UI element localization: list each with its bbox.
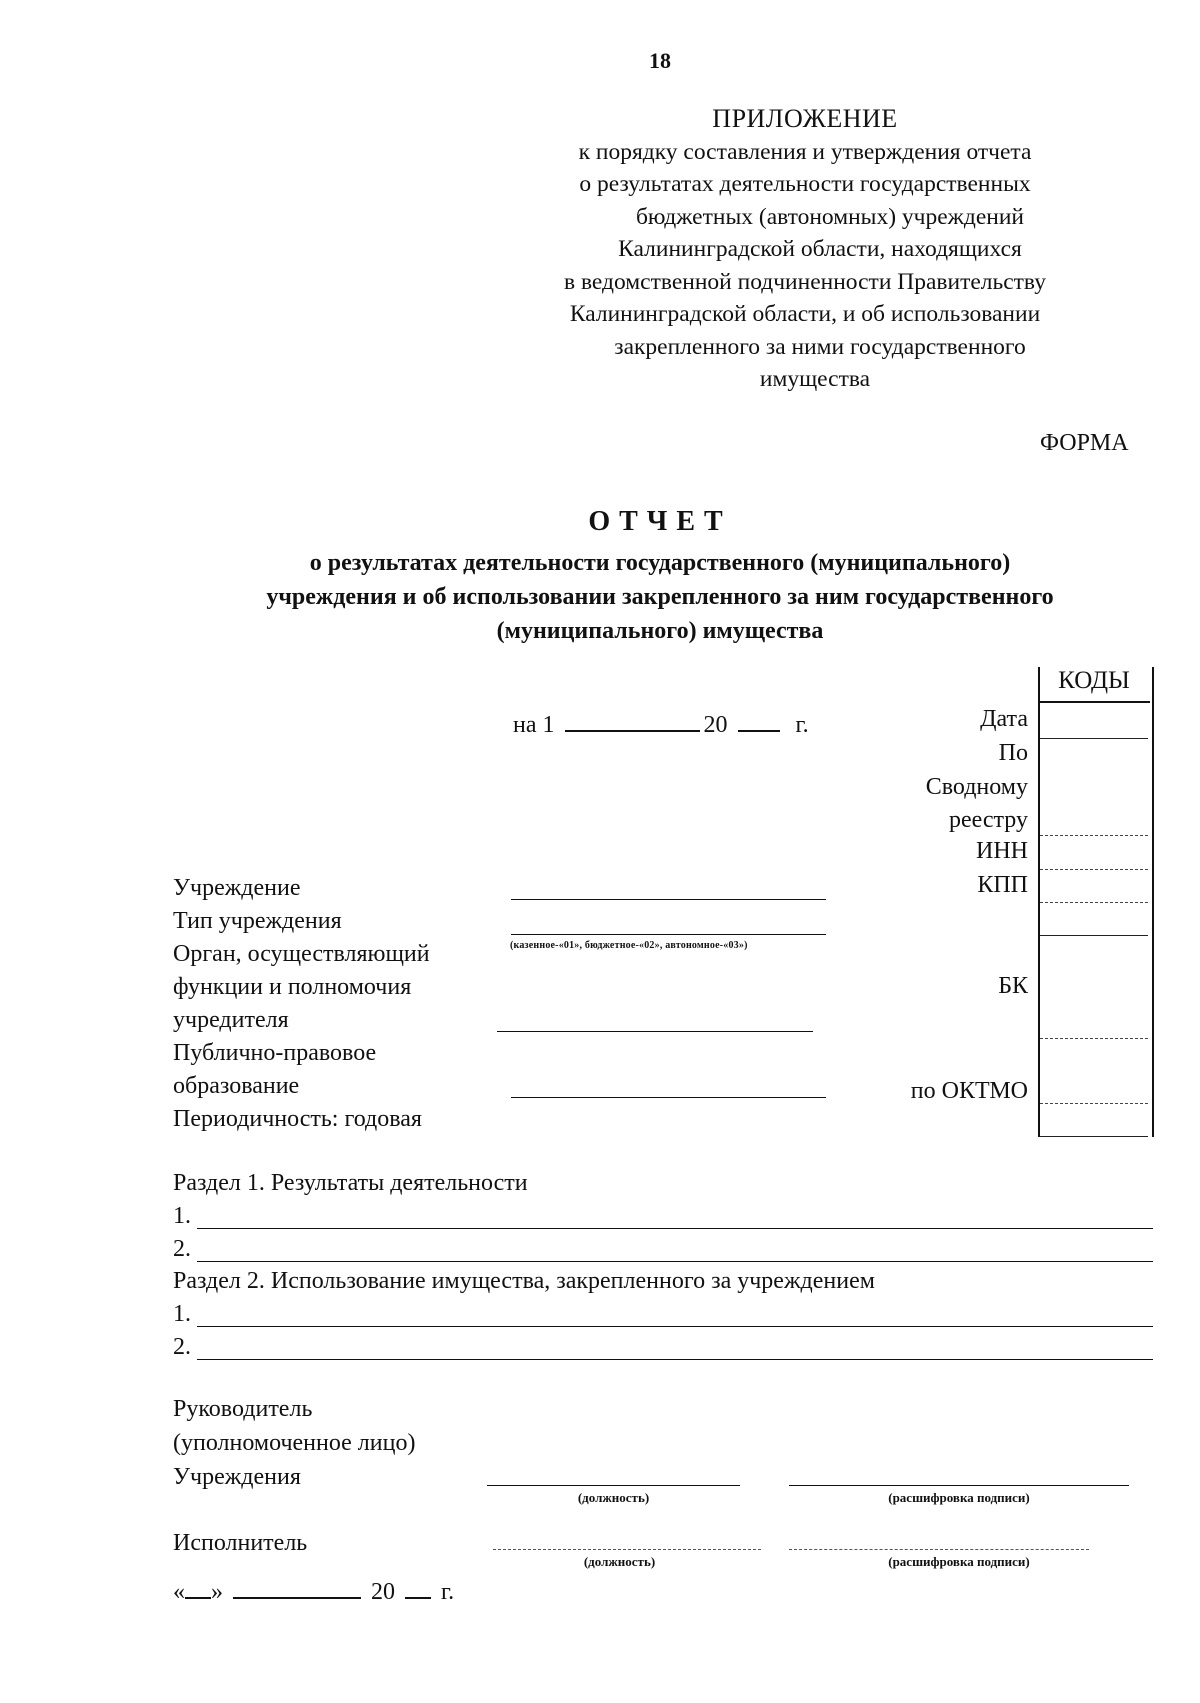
code-cell-divider (1040, 935, 1148, 936)
head-line-1: Руководитель (173, 1396, 313, 1422)
executor-label: Исполнитель (173, 1530, 308, 1556)
ppo-field[interactable] (511, 1097, 826, 1098)
date-year-prefix: 20 (703, 712, 728, 738)
item-number: 1. (173, 1301, 191, 1327)
appendix-line: закрепленного за ними государственного (614, 333, 1026, 360)
head-decode-field[interactable] (789, 1485, 1129, 1486)
appendix-line: бюджетных (автономных) учреждений (635, 203, 1025, 230)
label-po: По (998, 740, 1028, 766)
executor-position-caption: (должность) (583, 1554, 656, 1569)
appendix-line: Калининградской области, и об использовании (569, 301, 1041, 327)
section1-title: Раздел 1. Результаты деятельности (173, 1170, 528, 1196)
page-number: 18 (649, 48, 671, 73)
item-number: 2. (173, 1334, 191, 1360)
section2-title: Раздел 2. Использование имущества, закрепленного за учреждением (173, 1268, 875, 1294)
organ-field[interactable] (497, 1031, 813, 1032)
sign-year-suffix: г. (441, 1579, 455, 1605)
code-cell-kpp[interactable] (1040, 902, 1148, 903)
label-oktmo: по ОКТМО (910, 1078, 1028, 1104)
code-cell-oktmo[interactable] (1040, 1103, 1148, 1104)
label-date: Дата (980, 706, 1028, 732)
section2-item[interactable] (173, 1334, 1153, 1366)
label-ppo-1: Публично-правовое (173, 1040, 377, 1066)
report-subtitle (150, 546, 1170, 648)
section2-item[interactable] (173, 1301, 1153, 1333)
appendix-header (500, 103, 1110, 396)
date-quote-open: « (173, 1579, 185, 1605)
label-organ-2: функции и полномочия (173, 974, 412, 1000)
head-line-2: (уполномоченное лицо) (173, 1430, 416, 1456)
executor-decode-caption: (расшифровка подписи) (888, 1554, 1030, 1569)
label-inn: ИНН (976, 838, 1028, 864)
head-position-caption: (должность) (577, 1490, 650, 1505)
executor-decode-field[interactable] (789, 1549, 1089, 1550)
section1-item[interactable] (173, 1236, 1153, 1268)
date-prefix: на 1 (513, 712, 555, 738)
head-position-field[interactable] (487, 1485, 740, 1486)
sign-month-field[interactable] (233, 1575, 361, 1599)
codes-header: КОДЫ (1038, 667, 1150, 703)
label-reestru: реестру (948, 807, 1028, 833)
appendix-line: имущества (759, 366, 871, 392)
tip-field[interactable] (511, 934, 826, 935)
label-uchrezhdenie: Учреждение (173, 875, 301, 901)
item-number: 1. (173, 1203, 191, 1229)
code-cell-reestr[interactable] (1040, 835, 1148, 836)
code-cell-bottom (1040, 1136, 1148, 1137)
date-day-month-field[interactable] (565, 706, 700, 732)
report-subtitle-line: (муниципального) имущества (496, 618, 824, 644)
sign-date (173, 1575, 454, 1609)
signature-head-label (173, 1392, 415, 1494)
item-number: 2. (173, 1236, 191, 1262)
appendix-line: в ведомственной подчиненности Правительству (564, 268, 1046, 295)
appendix-line: Калининградской области, находящихся (618, 236, 1022, 262)
code-cell-date[interactable] (1040, 738, 1148, 739)
appendix-line: к порядку составления и утверждения отчета (578, 138, 1032, 165)
type-hint: (казенное-«01», бюджетное-«02», автономное-«03») (510, 940, 748, 951)
label-tip: Тип учреждения (173, 908, 342, 934)
label-organ-1: Орган, осуществляющий (173, 941, 430, 967)
code-cell-inn[interactable] (1040, 869, 1148, 870)
sign-day-field[interactable] (185, 1575, 211, 1599)
sign-year-field[interactable] (405, 1575, 431, 1599)
executor-position-field[interactable] (493, 1549, 761, 1550)
date-year-field[interactable] (738, 706, 780, 732)
appendix-title: ПРИЛОЖЕНИЕ (712, 104, 898, 133)
uchrezhdenie-field[interactable] (511, 899, 826, 900)
date-year-suffix: г. (795, 712, 809, 738)
label-svodnomu: Сводному (925, 774, 1028, 800)
report-title: ОТЧЕТ (588, 506, 732, 537)
head-decode-caption: (расшифровка подписи) (888, 1490, 1030, 1505)
date-quote-close: » (211, 1579, 223, 1605)
form-label: ФОРМА (1040, 430, 1129, 456)
report-subtitle-line: учреждения и об использовании закрепленного за ним государственного (266, 584, 1054, 610)
sign-year-prefix: 20 (371, 1579, 395, 1605)
head-line-3: Учреждения (173, 1464, 301, 1490)
report-date (513, 706, 809, 739)
label-period: Периодичность: годовая (173, 1106, 422, 1132)
report-subtitle-line: о результатах деятельности государственного (муниципального) (309, 550, 1011, 576)
label-kpp: КПП (977, 872, 1028, 898)
label-bk: БК (998, 973, 1028, 999)
section1-item[interactable] (173, 1203, 1153, 1235)
appendix-line: о результатах деятельности государственных (579, 171, 1031, 197)
label-ppo-2: образование (173, 1073, 300, 1099)
label-organ-3: учредителя (173, 1007, 289, 1033)
code-cell-bk[interactable] (1040, 1038, 1148, 1039)
